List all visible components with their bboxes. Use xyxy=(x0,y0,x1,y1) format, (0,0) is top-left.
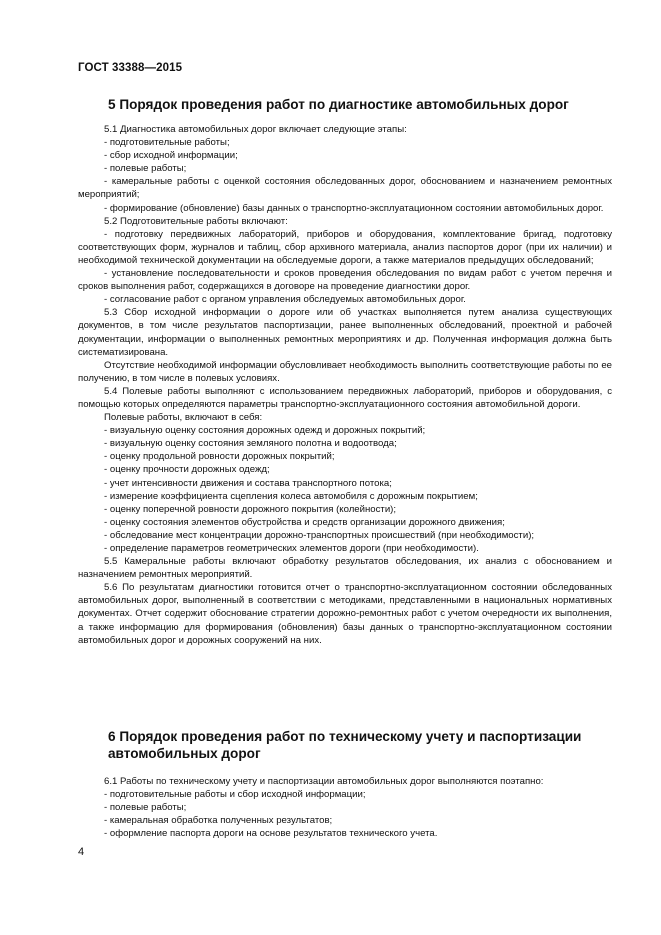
list-item: - камеральная обработка полученных результатов; xyxy=(104,815,333,827)
section-5-body xyxy=(78,123,612,647)
paragraph: 5.1 Диагностика автомобильных дорог включает следующие этапы: xyxy=(104,124,407,135)
list-item: - подготовительные работы и сбор исходной информации; xyxy=(104,789,366,801)
list-item: - оценку состояния элементов обустройства и средств организации дорожного движения; xyxy=(104,516,505,528)
paragraph: 5.3 Сбор исходной информации о дороге или об участках выполняется путем анализа существующих документов, в том числе результатов паспортизации, ранее выполненных обследований, проектной и рабочей документации, информации о выполненных ремонтных мероприятиях и др. Полученная информация должна быть систематизирована. xyxy=(78,307,612,358)
list-item: - обследование мест концентрации дорожно-транспортных происшествий (при необходимости); xyxy=(104,529,535,541)
list-item: - оформление паспорта дороги на основе результатов технического учета. xyxy=(104,828,438,840)
list-item: - оценку поперечной ровности дорожного покрытия (колейности); xyxy=(104,503,397,515)
page-number: 4 xyxy=(78,846,85,858)
list-item: - камеральные работы с оценкой состояния обследованных дорог, обоснованием и назначением ремонтных мероприятий; xyxy=(78,176,612,201)
paragraph: Полевые работы, включают в себя: xyxy=(104,412,263,424)
paragraph: 5.5 Камеральные работы включают обработку результатов обследования, их анализ с обоснованием и назначением ремонтных мероприятий. xyxy=(78,556,612,581)
paragraph: 5.4 Полевые работы выполняют с использованием передвижных лабораторий, приборов и оборудования, с помощью которых определяются параметры транспортно-эксплуатационного состояния автомобильной дороги. xyxy=(78,385,612,410)
list-item: - визуальную оценку состояния земляного полотна и водоотвода; xyxy=(104,438,397,450)
paragraph: 5.6 По результатам диагностики готовится отчет о транспортно-эксплуатационном состоянии обследованных автомобильных дорог, выполненный в соответствии с методиками, представленными в национальных нормативных документах. Отчет содержит обоснование стратегии дорожно-ремонтных работ с учетом очередности их выполнения, а также информацию для формирования (обновления) базы данных о транспортно-эксплуатационном состоянии автомобильных дорог и дорожных сооружений на них. xyxy=(78,582,612,646)
list-item: - учет интенсивности движения и состава транспортного потока; xyxy=(104,477,392,489)
list-item: - измерение коэффициента сцепления колеса автомобиля с дорожным покрытием; xyxy=(104,490,478,502)
list-item: - полевые работы; xyxy=(104,802,187,814)
section-6-title: 6 Порядок проведения работ по техническому учету и паспортизации автомобильных дорог xyxy=(108,729,582,761)
list-item: - согласование работ с органом управления обследуемых автомобильных дорог. xyxy=(104,294,466,306)
paragraph: Отсутствие необходимой информации обусловливает необходимость выполнить соответствующие работы по ее получению, в том числе в полевых условиях. xyxy=(78,359,612,384)
list-item: - оценку прочности дорожных одежд; xyxy=(104,464,270,476)
paragraph: 6.1 Работы по техническому учету и паспортизации автомобильных дорог выполняются поэтапно: xyxy=(104,776,544,787)
list-item: - визуальную оценку состояния дорожных одежд и дорожных покрытий; xyxy=(104,425,426,437)
list-item: - установление последовательности и сроков проведения обследования по видам работ с учетом перечня и сроков выполнения работ, содержащихся в договоре на проведение диагностики дорог. xyxy=(78,268,612,293)
list-item: - полевые работы; xyxy=(104,163,187,175)
list-item: - оценку продольной ровности дорожных покрытий; xyxy=(104,451,335,463)
section-6 xyxy=(78,728,612,840)
document-header: ГОСТ 33388—2015 xyxy=(78,62,183,74)
list-item: - подготовительные работы; xyxy=(104,137,230,149)
list-item: - сбор исходной информации; xyxy=(104,150,238,162)
section-5-title: 5 Порядок проведения работ по диагностике автомобильных дорог xyxy=(108,97,569,112)
list-item: - формирование (обновление) базы данных о транспортно-эксплуатационном состоянии автомобильных дорог. xyxy=(104,202,604,214)
list-item: - подготовку передвижных лабораторий, приборов и оборудования, комплектование бригад, подготовку соответствующих форм, журналов и таблиц, сбор архивного материала, анализ паспортов дорог (при их наличии) и необходимой технической документации на обследуемые дороги, а также материалов предыдущих обследований; xyxy=(78,228,612,266)
section-5 xyxy=(78,96,612,647)
section-6-body xyxy=(78,775,612,840)
paragraph: 5.2 Подготовительные работы включают: xyxy=(104,215,288,227)
list-item: - определение параметров геометрических элементов дороги (при необходимости). xyxy=(104,543,479,554)
